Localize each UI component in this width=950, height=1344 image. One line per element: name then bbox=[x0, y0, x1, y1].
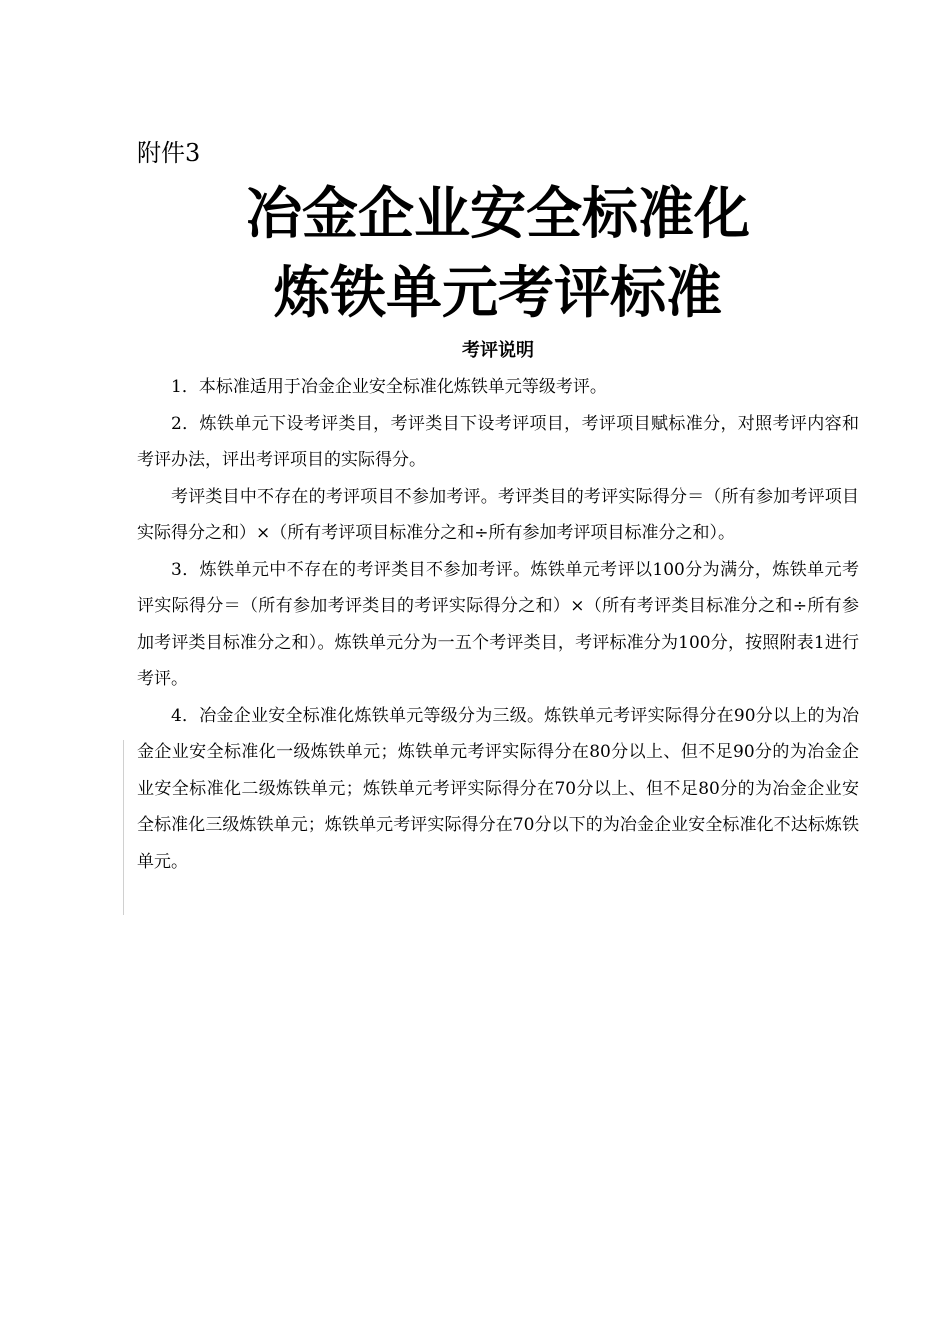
document-title-line-1: 冶金企业安全标准化 bbox=[246, 182, 750, 247]
revision-margin-line bbox=[123, 740, 124, 915]
paragraph-2: 2．炼铁单元下设考评类目，考评类目下设考评项目，考评项目赋标准分，对照考评内容和考评办法，评出考评项目的实际得分。 bbox=[137, 413, 859, 470]
paragraph-5: 4．冶金企业安全标准化炼铁单元等级分为三级。炼铁单元考评实际得分在90分以上的为冶金企业安全标准化一级炼铁单元；炼铁单元考评实际得分在80分以上、但不足90分的为冶金企业安全标准化二级炼铁单元；炼铁单元考评实际得分在70分以上、但不足80分的为冶金企业安全标准化三级炼铁单元；炼铁单元考评实际得分在70分以下的为冶金企业安全标准化不达标炼铁单元。 bbox=[137, 705, 859, 872]
document-body bbox=[137, 369, 859, 880]
paragraph-4: 3．炼铁单元中不存在的考评类目不参加考评。炼铁单元考评以100分为满分，炼铁单元考评实际得分＝（所有参加考评类目的考评实际得分之和）×（所有考评类目标准分之和÷所有参加考评类目标准分之和）。炼铁单元分为一五个考评类目，考评标准分为100分，按照附表1进行考评。 bbox=[137, 559, 859, 689]
section-heading: 考评说明 bbox=[462, 340, 534, 361]
paragraph-3: 考评类目中不存在的考评项目不参加考评。考评类目的考评实际得分＝（所有参加考评项目实际得分之和）×（所有考评项目标准分之和÷所有参加考评项目标准分之和）。 bbox=[137, 486, 859, 543]
document-title-line-2: 炼铁单元考评标准 bbox=[274, 261, 722, 326]
paragraph-1: 1．本标准适用于冶金企业安全标准化炼铁单元等级考评。 bbox=[171, 377, 607, 397]
attachment-label: 附件3 bbox=[137, 139, 201, 167]
